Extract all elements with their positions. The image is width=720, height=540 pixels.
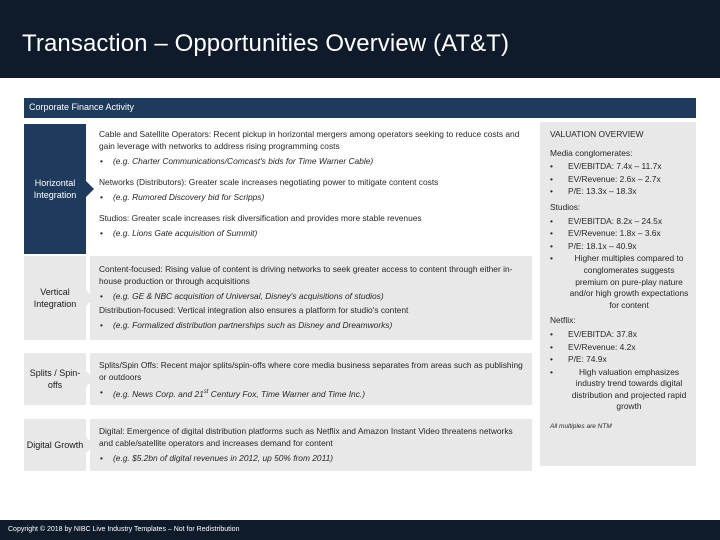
valuation-group-title: Studios: [550,201,581,212]
valuation-item: • P/E: 74.9x [550,354,690,366]
valuation-group-title: Media conglomerates: [550,147,633,158]
valuation-heading: VALUATION OVERVIEW [550,129,644,139]
studios-example: • (e.g. Lions Gate acquisition of Summit) [99,227,527,239]
valuation-overview-panel [540,122,696,466]
distribution-focused-text: Distribution-focused: Vertical integration also ensures a platform for studio's content [99,305,409,315]
category-label: Splits / Spin-offs [29,368,81,390]
valuation-item: • EV/Revenue: 4.2x [550,342,690,354]
networks-example: • (e.g. Rumored Discovery bid for Scripps) [99,191,527,203]
valuation-group-title: Netflix: [550,315,576,326]
section-header [24,98,696,118]
valuation-group [550,148,690,198]
digital-text: Digital: Emergence of digital distribution platforms such as Netflix and Amazon Instant Video threatens networks and cable/satellite operators and increases demand for content [99,426,513,448]
content-focused-example: • (e.g. GE & NBC acquisition of Universal, Disney's acquisitions of studios) [99,290,527,302]
valuation-item: • Higher multiples compared to conglomerates suggests premium on pure-play nature and/or high growth expectations for content [550,253,690,311]
valuation-item: • High valuation emphasizes industry trend towards digital distribution and projected rapid growth [550,367,690,413]
valuation-group [550,315,690,413]
digital-example: • (e.g. $5.2bn of digital revenues in 2012, up 50% from 2011) [99,452,527,464]
valuation-item: • P/E: 18.1x – 40.9x [550,241,690,253]
category-label: Horizontal Integration [33,178,77,200]
copyright-text: Copyright © 2018 by NIBC Live Industry Templates – Not for Redistribution [8,526,240,533]
content-focused-text: Content-focused: Rising value of content is driving networks to seek greater access to content through either in-house production or through acquisitions [99,264,513,286]
valuation-item: • EV/Revenue: 2.6x – 2.7x [550,174,690,186]
section-label: Corporate Finance Activity [29,102,135,112]
title-bar [0,0,720,78]
splits-example: • (e.g. News Corp. and 21st Century Fox, Time Warner and Time Inc.) [99,386,527,400]
category-vertical-integration [24,256,86,340]
category-horizontal-integration [24,124,86,254]
splits-text: Splits/Spin Offs: Recent major splits/spin-offs where core media business separates from areas such as publishing or outdoors [99,360,523,382]
vertical-integration-content [99,263,527,331]
page-title: Transaction – Opportunities Overview (AT&T) [22,30,510,57]
horizontal-integration-content [99,128,527,239]
category-splits-spinoffs [24,353,86,405]
valuation-footnote: All multiples are NTM [550,423,612,431]
cable-operators-example: • (e.g. Charter Communications/Comcast's bids for Time Warner Cable) [99,155,527,167]
valuation-item: • EV/EBITDA: 8.2x – 24.5x [550,216,690,228]
networks-text: Networks (Distributors): Greater scale increases negotiating power to mitigate content costs [99,177,439,187]
valuation-item: • P/E: 13.3x – 18.3x [550,186,690,198]
category-label: Vertical Integration [33,287,77,309]
distribution-focused-example: • (e.g. Formalized distribution partnerships such as Disney and Dreamworks) [99,319,527,331]
category-label: Digital Growth [26,440,84,450]
cable-operators-text: Cable and Satellite Operators: Recent pickup in horizontal mergers among operators seeking to reduce costs and gain leverage with networks to address rising programming costs [99,129,520,151]
footer-bar [0,520,720,540]
studios-text: Studios: Greater scale increases risk diversification and provides more stable revenues [99,213,422,223]
valuation-item: • EV/EBITDA: 7.4x – 11.7x [550,161,690,173]
valuation-item: • EV/Revenue: 1.8x – 3.6x [550,228,690,240]
valuation-group [550,202,690,311]
category-digital-growth [24,419,86,471]
splits-content [99,359,527,400]
digital-content [99,425,527,464]
valuation-item: • EV/EBITDA: 37.8x [550,329,690,341]
valuation-groups [550,148,690,413]
